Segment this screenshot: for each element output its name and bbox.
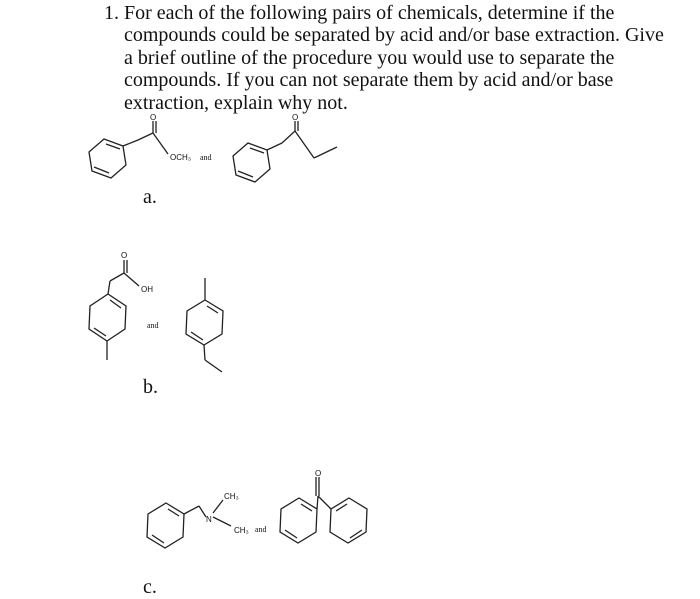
n-n-dimethylbenzylamine-molecule: [147, 492, 249, 548]
part-a-label: a.: [143, 186, 157, 208]
methoxy-label: OCH₃: [170, 153, 192, 162]
nitrogen-label: N: [206, 515, 212, 524]
and-label: and: [200, 153, 212, 162]
carbonyl-oxygen-label: O: [292, 113, 299, 122]
methyl-label-bottom: CH₃: [234, 526, 249, 535]
carbonyl-oxygen-label: O: [315, 469, 322, 478]
question-text: For each of the following pairs of chemicals, determine if the compounds could be separated by acid and/or base extraction. Give a brief outline of the procedure you would use to separate the compounds. If you can not separate them by acid and/or base extraction, explain why not.: [124, 2, 664, 114]
carbonyl-oxygen-label: O: [121, 251, 128, 260]
part-c-label: c.: [143, 576, 157, 598]
question-number: 1.: [104, 2, 119, 24]
methyl-label-top: CH₃: [224, 492, 239, 501]
and-label: and: [147, 321, 159, 330]
and-label: and: [255, 525, 267, 534]
carbonyl-oxygen-label: O: [150, 113, 157, 122]
part-b-label: b.: [143, 376, 158, 398]
hydroxyl-label: OH: [141, 285, 153, 294]
benzophenone-molecule: [280, 469, 367, 543]
